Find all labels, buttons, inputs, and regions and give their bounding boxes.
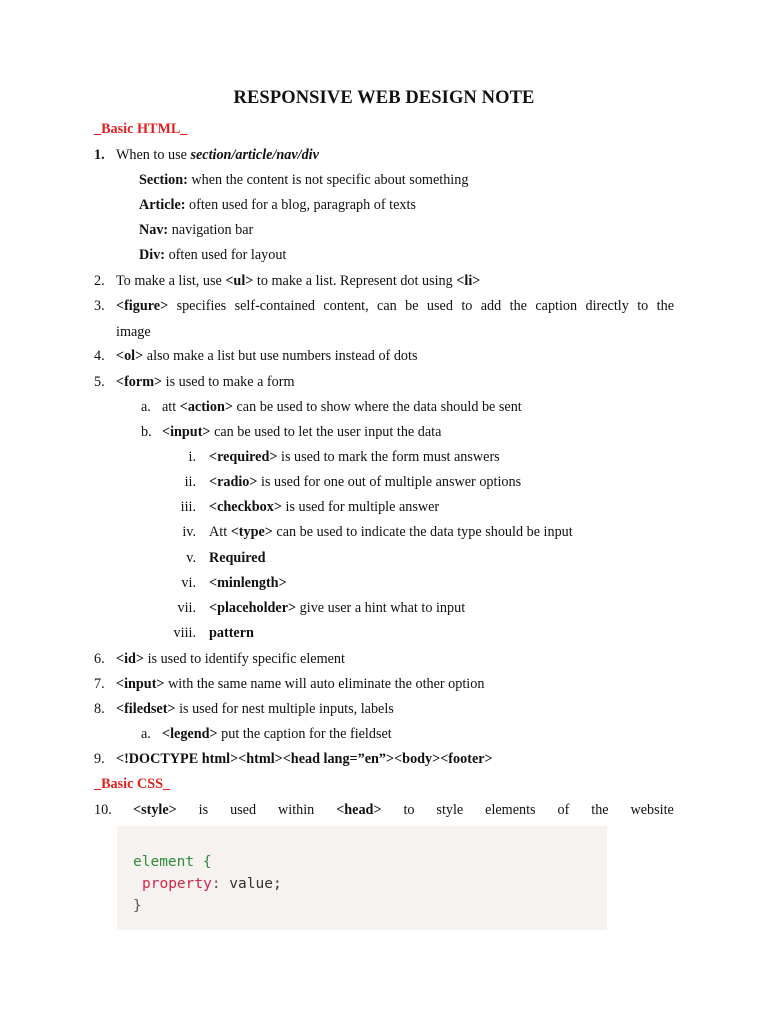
- code-line-declaration: [142, 874, 282, 894]
- definition-item: [139, 246, 286, 264]
- roman-numeral: v.: [186, 550, 196, 566]
- code-block: [117, 826, 607, 930]
- roman-list-tag: <placeholder>: [209, 600, 297, 616]
- code-value: value;: [220, 876, 282, 892]
- roman-numeral: i.: [188, 449, 196, 465]
- definition-term: Div:: [139, 247, 166, 263]
- list-item-text: to make a list. Represent dot using: [253, 273, 457, 289]
- sub-list-tag: <input>: [162, 424, 211, 440]
- word: of: [557, 802, 570, 818]
- list-item: [116, 146, 319, 164]
- list-item-text: is used to identify specific element: [144, 651, 345, 667]
- list-item: [116, 650, 345, 668]
- roman-list-item: [209, 498, 439, 516]
- list-item-continuation: image: [116, 324, 151, 340]
- definition-item: [139, 221, 253, 239]
- word: is: [198, 802, 209, 818]
- list-item-italic: section/article/nav/div: [190, 147, 319, 163]
- section-heading-basic-css: _Basic CSS_: [94, 776, 171, 792]
- word: used: [230, 802, 257, 818]
- definition-text: when the content is not specific about something: [187, 172, 469, 188]
- roman-list-item: [209, 549, 266, 567]
- list-number: 3.: [94, 298, 105, 314]
- list-item-text: is used for nest multiple inputs, labels: [175, 701, 394, 717]
- list-item-text: To make a list, use: [116, 273, 226, 289]
- word: website: [630, 802, 674, 818]
- list-item: <!DOCTYPE html><html><head lang=”en”><body><footer>: [116, 751, 493, 767]
- word: within: [278, 802, 315, 818]
- list-number: 6.: [94, 651, 105, 667]
- definition-item: [139, 196, 416, 214]
- list-item: [116, 272, 480, 290]
- roman-list-item: [209, 448, 500, 466]
- list-item: [116, 347, 417, 365]
- sub-list-letter: a.: [141, 399, 151, 415]
- sub-list-tag: <legend>: [162, 726, 218, 742]
- roman-numeral: vi.: [181, 575, 196, 591]
- list-item-text: with the same name will auto eliminate the other option: [164, 676, 485, 692]
- word: style: [436, 802, 464, 818]
- sub-list-tag: <action>: [179, 399, 233, 415]
- roman-list-text: give user a hint what to input: [296, 600, 466, 616]
- roman-numeral: viii.: [173, 625, 196, 641]
- sub-list-text: att: [162, 399, 180, 415]
- list-item-text: specifies self-contained content, can be used to add the caption directly to the: [168, 298, 674, 314]
- roman-list-text: is used for multiple answer: [281, 499, 440, 515]
- roman-list-tag: pattern: [209, 625, 254, 641]
- list-item-tag: <ul>: [225, 273, 254, 289]
- roman-list-text: can be used to indicate the data type should be input: [272, 524, 573, 540]
- list-item: [133, 801, 674, 819]
- word: <style>: [133, 802, 177, 818]
- sub-list-text: can be used to let the user input the data: [210, 424, 442, 440]
- list-item-tag: <input>: [116, 676, 165, 692]
- roman-numeral: ii.: [184, 474, 196, 490]
- list-number: 4.: [94, 348, 105, 364]
- definition-term: Nav:: [139, 222, 169, 238]
- code-line-close: }: [133, 898, 142, 914]
- page-title: RESPONSIVE WEB DESIGN NOTE: [233, 88, 535, 108]
- list-number: 8.: [94, 701, 105, 717]
- sub-list-item: [162, 423, 441, 441]
- roman-list-item: [209, 624, 254, 642]
- roman-list-item: [209, 473, 521, 491]
- list-number: 5.: [94, 374, 105, 390]
- list-item-text: When to use: [116, 147, 191, 163]
- list-item-tag: <figure>: [116, 298, 169, 314]
- list-item-tag: <form>: [116, 374, 163, 390]
- list-number: 10.: [94, 802, 112, 818]
- roman-list-item: [209, 599, 465, 617]
- roman-list-tag: <checkbox>: [209, 499, 282, 515]
- word: to: [403, 802, 415, 818]
- definition-term: Section:: [139, 172, 188, 188]
- code-property: property: [142, 876, 212, 892]
- roman-list-text: is used to mark the form must answers: [277, 449, 500, 465]
- code-selector: element: [133, 854, 195, 870]
- sub-list-item: [162, 398, 522, 416]
- list-number: 7.: [94, 676, 105, 692]
- sub-list-text: put the caption for the fieldset: [217, 726, 392, 742]
- section-heading-basic-html: _Basic HTML_: [94, 121, 188, 137]
- list-item: [116, 373, 295, 391]
- roman-numeral: iii.: [180, 499, 196, 515]
- list-item: [116, 297, 674, 315]
- sub-list-text: can be used to show where the data should be sent: [232, 399, 522, 415]
- sub-list-letter: a.: [141, 726, 151, 742]
- word: the: [591, 802, 609, 818]
- roman-list-text: Att: [209, 524, 231, 540]
- word: elements: [485, 802, 536, 818]
- list-item-tag: <ol>: [116, 348, 144, 364]
- roman-numeral: iv.: [182, 524, 196, 540]
- list-item-text: also make a list but use numbers instead of dots: [143, 348, 418, 364]
- roman-list-text: is used for one out of multiple answer options: [257, 474, 522, 490]
- roman-list-tag: <radio>: [209, 474, 258, 490]
- list-item: [116, 675, 484, 693]
- sub-list-item: [162, 725, 392, 743]
- word: <head>: [336, 802, 382, 818]
- roman-list-tag: <minlength>: [209, 575, 287, 591]
- definition-text: often used for a blog, paragraph of texts: [185, 197, 416, 213]
- list-item-text: is used to make a form: [162, 374, 295, 390]
- list-number: 9.: [94, 751, 105, 767]
- code-colon: :: [211, 876, 221, 892]
- roman-list-tag: <type>: [230, 524, 273, 540]
- definition-term: Article:: [139, 197, 186, 213]
- list-item: [116, 700, 394, 718]
- sub-list-letter: b.: [141, 424, 152, 440]
- roman-list-tag: <required>: [209, 449, 278, 465]
- list-item-tag: <filedset>: [116, 701, 176, 717]
- definition-text: often used for layout: [165, 247, 287, 263]
- list-item-tag: <li>: [456, 273, 481, 289]
- code-line-selector: [133, 852, 212, 872]
- roman-numeral: vii.: [177, 600, 196, 616]
- list-item-tag: <id>: [116, 651, 145, 667]
- roman-list-tag: Required: [209, 550, 266, 566]
- roman-list-item: [209, 574, 287, 592]
- definition-item: [139, 171, 468, 189]
- list-number: 1.: [94, 147, 105, 163]
- list-number: 2.: [94, 273, 105, 289]
- definition-text: navigation bar: [168, 222, 254, 238]
- roman-list-item: [209, 523, 573, 541]
- code-brace-open: {: [194, 854, 212, 870]
